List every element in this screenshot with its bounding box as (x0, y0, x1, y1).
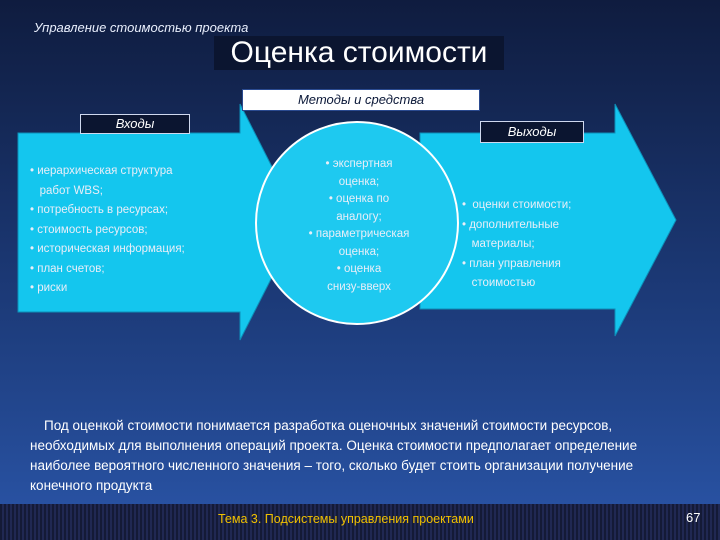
methods-list-item: • параметрическая (308, 228, 410, 240)
outputs-list-item: материалы; (462, 238, 535, 250)
methods-list-item: • оценка (336, 263, 382, 275)
footer-topic: Тема 3. Подсистемы управления проектами (218, 512, 474, 526)
inputs-list-item: • потребность в ресурсах; (30, 204, 169, 216)
outputs-list (462, 196, 622, 294)
methods-list-item: • экспертная (325, 158, 393, 170)
slide-caption: Управление стоимостью проекта (34, 20, 249, 35)
page-number: 67 (686, 510, 701, 525)
inputs-list-item: • план счетов; (30, 262, 105, 275)
outputs-list-item: • план управления (462, 257, 561, 270)
methods-list (286, 156, 432, 296)
inputs-list (30, 162, 245, 299)
slide-title: Оценка стоимости (214, 36, 504, 70)
outputs-label: Выходы (480, 121, 584, 143)
inputs-list-item: • стоимость ресурсов; (30, 223, 148, 236)
inputs-list-item: • историческая информация; (30, 243, 185, 255)
outputs-list-item: стоимостью (462, 277, 536, 289)
description-text: Под оценкой стоимости понимается разработка оценочных значений стоимости ресурсов, необходимых для выполнения операций проекта. Оценка стоимости предполагает определение наиболее вероятного численного значения – того, сколько будет стоить организации получение конечного продукта (30, 418, 638, 493)
outputs-list-item: • оценки стоимости; (462, 199, 572, 211)
methods-list-item: • оценка по (328, 193, 390, 205)
methods-list-item: аналогу; (336, 210, 382, 223)
inputs-list-item: • иерархическая структура (30, 165, 173, 177)
methods-list-item: оценка; (338, 175, 380, 188)
description-paragraph (30, 416, 694, 496)
methods-list-item: снизу-вверх (327, 280, 391, 293)
outputs-list-item: • дополнительные (462, 218, 560, 231)
inputs-list-item: • риски (30, 282, 68, 294)
inputs-list-item: работ WBS; (30, 184, 103, 197)
methods-label: Методы и средства (242, 89, 480, 111)
methods-list-item: оценка; (338, 245, 380, 258)
inputs-label: Входы (80, 114, 190, 134)
